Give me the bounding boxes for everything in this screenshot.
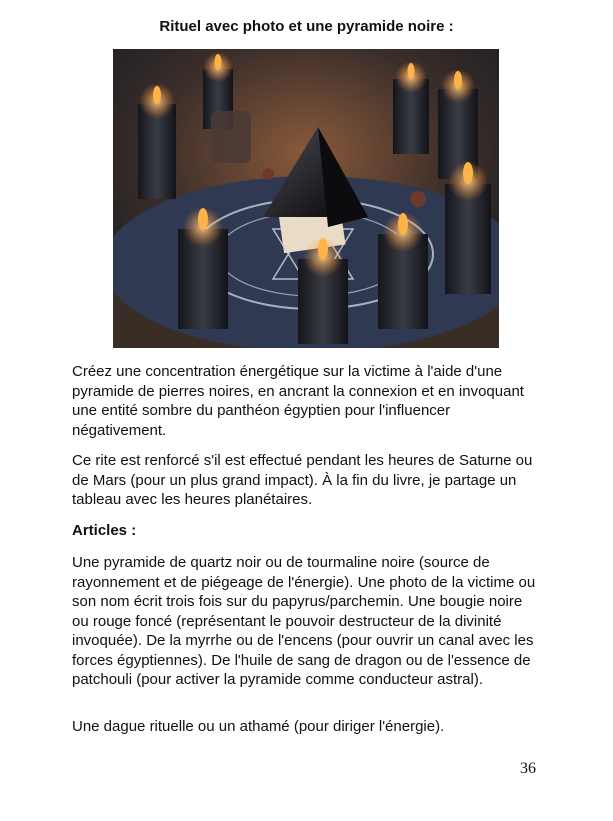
page-title: Rituel avec photo et une pyramide noire : [159, 18, 454, 35]
paragraph-items: Une pyramide de quartz noir ou de tourmaline noire (source de rayonnement et de piégeage de l'énergie). Une photo de la victime ou son nom écrit trois fois sur du papyrus/parchemin. Une bougie noire ou rouge foncé (représentant le pouvoir destructeur de la divinité invoquée). De la myrrhe ou de l'encens (pour ouvrir un canal avec les forces égyptiennes). De l'huile de sang de dragon ou de l'essence de patchouli (pour activer la pyramide comme conducteur astral). [72, 554, 536, 688]
articles-heading: Articles : [72, 522, 137, 539]
ritual-photo [113, 49, 499, 348]
paragraph-intro: Créez une concentration énergétique sur la victime à l'aide d'une pyramide de pierres noires, en ancrant la connexion et en invoquant une entité sombre du panthéon égyptien pour l'influencer négativement. [72, 363, 524, 439]
page-number: 36 [520, 760, 536, 777]
paragraph-dagger: Une dague rituelle ou un athamé (pour diriger l'énergie). [72, 718, 445, 735]
paragraph-timing: Ce rite est renforcé s'il est effectué pendant les heures de Saturne ou de Mars (pour un plus grand impact). À la fin du livre, je partage un tableau avec les heures planétaires. [72, 452, 533, 508]
ritual-scene-illustration [113, 49, 499, 348]
